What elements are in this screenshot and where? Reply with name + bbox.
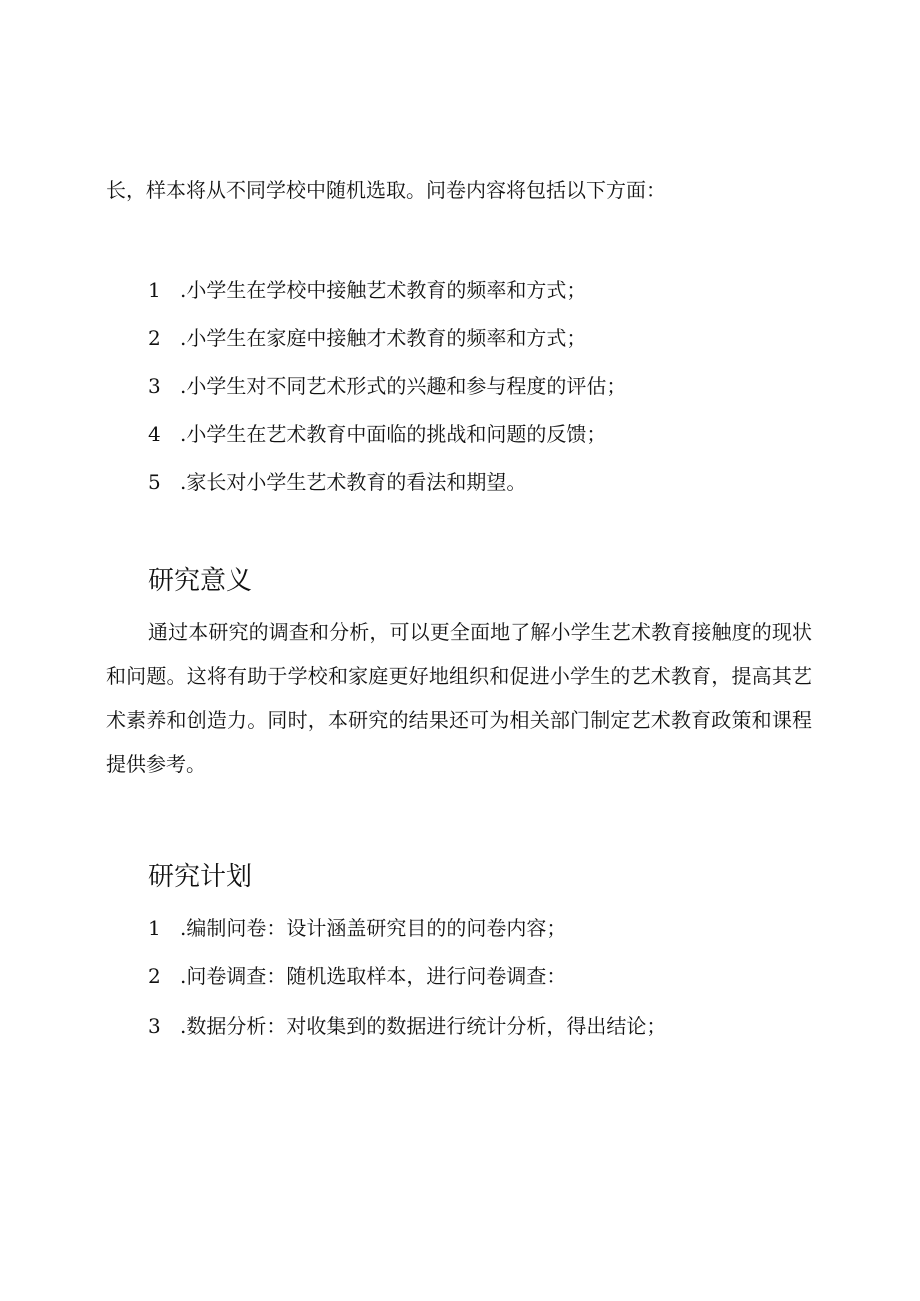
questionnaire-item-4 (148, 420, 606, 448)
list-text: .数据分析：对收集到的数据进行统计分析，得出结论； (180, 1014, 667, 1038)
list-text: .小学生对不同艺术形式的兴趣和参与程度的评估； (180, 374, 627, 398)
list-number: 3 (148, 374, 161, 398)
questionnaire-item-5 (148, 468, 526, 496)
list-text: .编制问卷：设计涵盖研究目的的问卷内容； (180, 916, 567, 940)
list-number: 2 (148, 964, 161, 988)
list-text: .小学生在家庭中接触才术教育的频率和方式； (180, 326, 587, 350)
list-number: 5 (148, 470, 161, 494)
list-text: .问卷调查：随机选取样本，进行问卷调查： (180, 964, 567, 988)
list-text: .小学生在学校中接触艺术教育的频率和方式； (180, 278, 587, 302)
plan-item-2 (148, 962, 566, 990)
section-heading-significance: 研究意义 (148, 566, 253, 596)
plan-item-3 (148, 1012, 666, 1040)
list-text: .家长对小学生艺术教育的看法和期望。 (180, 470, 527, 494)
significance-paragraph: 通过本研究的调查和分析，可以更全面地了解小学生艺术教育接触度的现状和问题。这将有助于学校和家庭更好地组织和促进小学生的艺术教育，提高其艺术素养和创造力。同时，本研究的结果还可为相关部门制定艺术教育政策和课程提供参考。 (106, 620, 812, 776)
intro-line: 长，样本将从不同学校中随机选取。问卷内容将包括以下方面： (106, 178, 666, 202)
list-number: 1 (148, 278, 161, 302)
list-number: 1 (148, 916, 161, 940)
list-text: .小学生在艺术教育中面临的挑战和问题的反馈； (180, 422, 607, 446)
list-number: 4 (148, 422, 161, 446)
list-number: 2 (148, 326, 161, 350)
questionnaire-item-2 (148, 324, 586, 352)
section-heading-plan: 研究计划 (148, 862, 253, 892)
plan-item-1 (148, 914, 566, 942)
list-number: 3 (148, 1014, 161, 1038)
questionnaire-item-1 (148, 276, 586, 304)
questionnaire-item-3 (148, 372, 626, 400)
